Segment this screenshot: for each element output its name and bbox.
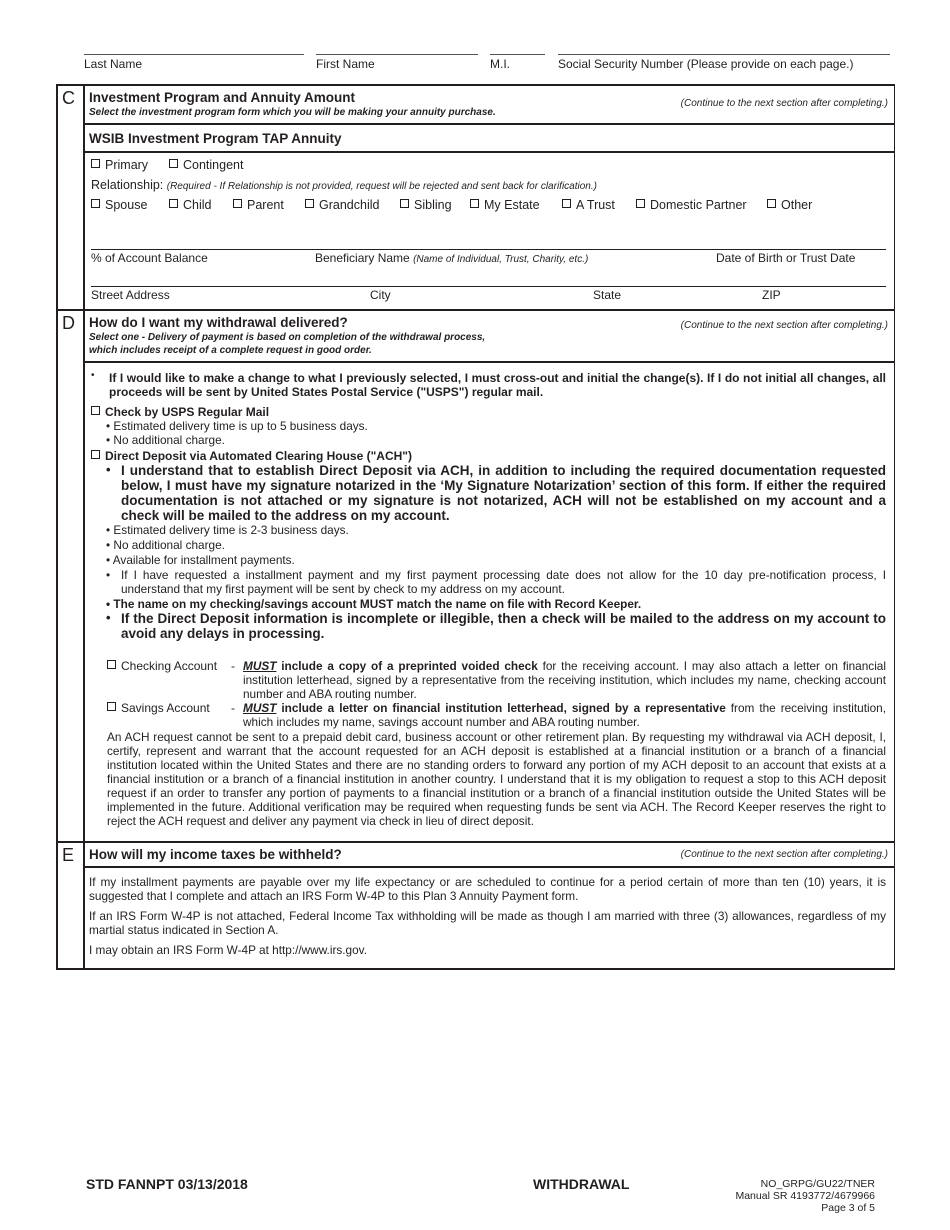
checkbox-icon <box>91 159 100 168</box>
checking-account-option[interactable] <box>107 659 217 673</box>
savings-requirement <box>243 701 886 729</box>
ach-name-match-bullet: • The name on my checking/savings account MUST match the name on file with Record Keeper. <box>106 597 642 611</box>
grandchild-label: Grandchild <box>319 198 380 212</box>
section-c-letter: C <box>62 88 75 108</box>
ach-bullet-3: • Available for installment payments. <box>106 553 295 567</box>
relationship-label: Relationship: <box>91 178 164 192</box>
relationship-sibling-checkbox[interactable] <box>400 198 452 212</box>
checking-dash: - <box>231 659 235 673</box>
ach-option[interactable] <box>91 449 412 463</box>
section-d-continue-note: (Continue to the next section after completing.) <box>680 320 888 331</box>
check-bullet-1: • Estimated delivery time is up to 5 business days. <box>106 419 368 433</box>
checkbox-icon <box>169 159 178 168</box>
section-d-title: How do I want my withdrawal delivered? <box>89 315 348 330</box>
section-c-subtitle: Select the investment program form which you will be making your annuity purchase. <box>89 107 496 118</box>
checkbox-icon <box>169 199 178 208</box>
section-e-title: How will my income taxes be withheld? <box>89 847 342 862</box>
zip-label: ZIP <box>762 288 781 302</box>
state-label: State <box>593 288 622 302</box>
contingent-label: Contingent <box>183 158 244 172</box>
ach-bullet-1: • Estimated delivery time is 2-3 business days. <box>106 523 349 537</box>
form-id: STD FANNPT 03/13/2018 <box>86 1176 248 1192</box>
ach-big-bullet-1-icon: • <box>106 462 111 477</box>
city-label: City <box>370 288 391 302</box>
section-e-top-rule <box>56 841 894 843</box>
savings-rest: from the receiving institution, which includes my name, savings account number and ABA routing number. <box>243 701 886 729</box>
section-c-title: Investment Program and Annuity Amount <box>89 90 356 105</box>
footer-manual: Manual SR 4193772/4679966 <box>735 1190 875 1202</box>
beneficiary-name-label: Beneficiary Name <box>315 251 410 265</box>
relationship-parent-checkbox[interactable] <box>233 198 284 212</box>
checkbox-icon <box>470 199 479 208</box>
relationship-my-estate-checkbox[interactable] <box>470 198 540 212</box>
checkbox-icon <box>233 199 242 208</box>
program-name: WSIB Investment Program TAP Annuity <box>89 131 342 146</box>
frame-bottom-rule <box>56 968 894 970</box>
section-d-subtitle-2: which includes receipt of a complete request in good order. <box>89 345 372 356</box>
section-d-subtitle-1: Select one - Delivery of payment is based on completion of the withdrawal process, <box>89 332 486 343</box>
contingent-checkbox[interactable] <box>169 158 243 172</box>
ach-big-bullet-2-icon: • <box>106 610 111 625</box>
first-name-label: First Name <box>316 57 375 71</box>
form-type: WITHDRAWAL <box>533 1176 630 1192</box>
section-e-divider <box>84 866 894 868</box>
footer-page: Page 3 of 5 <box>821 1202 875 1214</box>
relationship-row <box>91 178 597 192</box>
ach-bullet-1-text: Estimated delivery time is 2-3 business days. <box>113 523 349 537</box>
savings-account-option[interactable] <box>107 701 210 715</box>
section-e-continue-note: (Continue to the next section after completing.) <box>680 849 888 860</box>
savings-bold: include a letter on financial institution letterhead, signed by a representative <box>276 701 726 715</box>
relationship-grandchild-checkbox[interactable] <box>305 198 379 212</box>
primary-checkbox[interactable] <box>91 158 148 172</box>
checkbox-icon <box>91 199 100 208</box>
program-divider <box>84 151 894 153</box>
change-instruction: If I would like to make a change to what I previously selected, I must cross-out and initial the change(s). If I do not initial all changes, all proceeds will be sent by United States Postal Service ("USPS") regular mail. <box>109 371 886 399</box>
relationship-domestic-partner-checkbox[interactable] <box>636 198 747 212</box>
checkbox-icon <box>400 199 409 208</box>
checking-bold: include a copy of a preprinted voided check <box>276 659 538 673</box>
other-label: Other <box>781 198 813 212</box>
intro-bullet-icon: • <box>91 370 95 381</box>
ach-bullet-3-text: Available for installment payments. <box>112 553 295 567</box>
relationship-trust-checkbox[interactable] <box>562 198 615 212</box>
beneficiary-fields-line[interactable] <box>91 249 886 250</box>
first-name-line[interactable] <box>316 54 478 55</box>
ach-bullet-2-text: No additional charge. <box>113 538 225 552</box>
ach-bullet-4-icon: • <box>106 568 111 582</box>
checkbox-icon <box>636 199 645 208</box>
domestic-partner-label: Domestic Partner <box>650 198 747 212</box>
check-usps-option[interactable] <box>91 405 269 419</box>
check-bullet-2-text: No additional charge. <box>113 433 225 447</box>
section-c-divider <box>84 123 894 125</box>
frame-left-rule <box>56 84 58 970</box>
ach-label: Direct Deposit via Automated Clearing House ("ACH") <box>105 449 412 463</box>
checking-must: MUST <box>243 659 277 673</box>
frame-inner-rule <box>83 84 85 970</box>
last-name-line[interactable] <box>84 54 304 55</box>
check-bullet-1-text: Estimated delivery time is up to 5 business days. <box>113 419 368 433</box>
ach-restrictions-paragraph: An ACH request cannot be sent to a prepaid debit card, business account or other retirement plan. By requesting my withdrawal via ACH deposit, I, certify, represent and warrant that the account requested for an ACH deposit is established at a financial institution or a branch of a financial institution located within the United States and there are no standing orders to forward any portion of my ACH deposit to an account that exists at a financial institution or a branch of a financial institution in another country. I understand that it is my obligation to request a stop to this ACH deposit request if an order to transfer any portion of payments to a financial institution or a branch of a financial institution outside the United States will be implemented in the future. Additional verification may be required when requesting funds be sent via ACH. The Record Keeper reserves the right to reject the ACH request and deliver any payment via check in lieu of direct deposit. <box>107 730 886 828</box>
beneficiary-name-note: (Name of Individual, Trust, Charity, etc.) <box>413 254 589 265</box>
relationship-note: (Required - If Relationship is not provided, request will be rejected and sent back for clarification.) <box>166 181 597 192</box>
ach-illegible-statement: If the Direct Deposit information is incomplete or illegible, then a check will be mailed to the address on my account to avoid any delays in processing. <box>121 611 886 641</box>
ach-name-match-text: The name on my checking/savings account MUST match the name on file with Record Keeper. <box>113 597 642 611</box>
checking-rest: for the receiving account. I may also attach a letter on financial institution letterhead, signed by a representative from the receiving institution, which includes my name, checking account number and ABA routing number. <box>243 659 886 701</box>
dob-label: Date of Birth or Trust Date <box>716 251 856 265</box>
checking-requirement <box>243 659 886 701</box>
relationship-other-checkbox[interactable] <box>767 198 812 212</box>
ach-bullet-4: If I have requested a installment payment and my first payment processing date does not allow for the 10 day pre-notification process, I understand that my first payment will be sent by check to my address on my account. <box>121 568 886 596</box>
section-c-continue-note: (Continue to the next section after completing.) <box>680 98 888 109</box>
ssn-label: Social Security Number (Please provide on each page.) <box>558 57 854 71</box>
checkbox-icon <box>305 199 314 208</box>
parent-label: Parent <box>247 198 284 212</box>
checkbox-icon <box>562 199 571 208</box>
spouse-label: Spouse <box>105 198 148 212</box>
relationship-child-checkbox[interactable] <box>169 198 212 212</box>
footer-code: NO_GRPG/GU22/TNER <box>760 1178 875 1190</box>
check-usps-label: Check by USPS Regular Mail <box>105 405 270 419</box>
savings-must: MUST <box>243 701 277 715</box>
footer-codes <box>735 1178 875 1214</box>
street-address-label: Street Address <box>91 288 170 302</box>
checkbox-icon <box>107 660 116 669</box>
checkbox-icon <box>767 199 776 208</box>
section-e-letter: E <box>62 845 75 865</box>
check-bullet-2: • No additional charge. <box>106 433 225 447</box>
checking-account-label: Checking Account <box>121 659 218 673</box>
checkbox-icon <box>91 406 100 415</box>
sibling-label: Sibling <box>414 198 452 212</box>
savings-account-label: Savings Account <box>121 701 210 715</box>
tax-paragraph-3: I may obtain an IRS Form W-4P at http://www.irs.gov. <box>89 943 367 957</box>
checkbox-icon <box>91 450 100 459</box>
primary-label: Primary <box>105 158 149 172</box>
checkbox-icon <box>107 702 116 711</box>
relationship-spouse-checkbox[interactable] <box>91 198 147 212</box>
tax-paragraph-2: If an IRS Form W-4P is not attached, Federal Income Tax withholding will be made as though I am married with three (3) allowances, regardless of my martial status indicated in Section A. <box>89 909 886 937</box>
trust-label: A Trust <box>576 198 615 212</box>
pct-balance-label: % of Account Balance <box>91 251 208 265</box>
tax-paragraph-1: If my installment payments are payable over my life expectancy or are scheduled to continue for a period certain of more than ten (10) years, it is suggested that I complete and attach an IRS Form W-4P to this Plan 3 Annuity Payment form. <box>89 875 886 903</box>
mi-line[interactable] <box>490 54 545 55</box>
section-d-divider <box>84 361 894 363</box>
beneficiary-name-field-label <box>315 251 588 265</box>
last-name-label: Last Name <box>84 57 143 71</box>
child-label: Child <box>183 198 212 212</box>
mi-label: M.I. <box>490 57 510 71</box>
ach-notarization-statement: I understand that to establish Direct Deposit via ACH, in addition to including the required documentation requested below, I must have my signature notarized in the ‘My Signature Notarization’ section of this form. If either the required documentation is not attached or my signature is not notarized, ACH will not be established on my account and a check will be mailed to the address on my account. <box>121 463 886 523</box>
ach-bullet-2: • No additional charge. <box>106 538 225 552</box>
savings-dash: - <box>231 701 235 715</box>
section-d-top-rule <box>56 309 894 311</box>
address-fields-line[interactable] <box>91 286 886 287</box>
section-d-letter: D <box>62 313 75 333</box>
ssn-line[interactable] <box>558 54 890 55</box>
my-estate-label: My Estate <box>484 198 540 212</box>
